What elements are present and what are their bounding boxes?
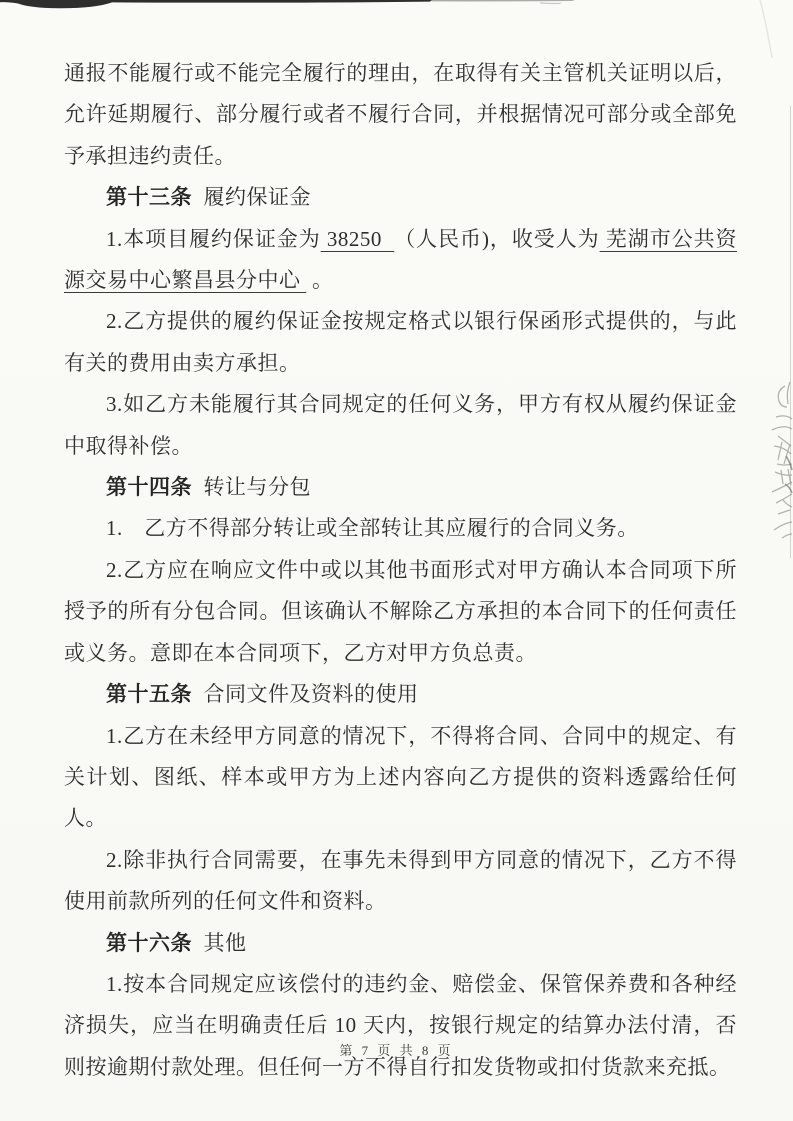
clause-14-title: 转让与分包 [203,475,312,500]
clause-14-item-2: 2.乙方应在响应文件中或以其他书面形式对甲方确认本合同项下所授予的所有分包合同。但该确认不解除乙方承担的本合同下的任何责任或义务。意即在本合同项下，乙方对甲方负总责。 [64,557,737,665]
payee-name-value: 芜湖市公共资源交易中心繁昌县分中心 [64,226,738,293]
clause-16-title: 其他 [203,930,247,955]
clause-15-title: 合同文件及资料的使用 [203,682,419,707]
clause-13-number: 第十三条 [106,185,192,210]
clause-16-item-1: 1.按本合同规定应该偿付的违约金、赔偿金、保管保养费和各种经济损失，应当在明确责任后 10 天内，按银行规定的结算办法付清，否则按逾期付款处理。但任何一方不得自行扣发货物或扣付货款来充抵。 [64,971,737,1079]
clause-13-heading [64,177,737,218]
page-corner-shadow [752,0,776,60]
bond-amount-value: 38250 [320,226,395,251]
clause-15-number: 第十五条 [106,682,192,707]
clause-14-item-1: 1. 乙方不得部分转让或全部转让其应履行的合同义务。 [106,516,639,541]
footer-page-number: 第 7 页 共 8 页 [339,1043,454,1058]
clause-14-heading [64,467,737,508]
carryover-paragraph: 通报不能履行或不能完全履行的理由，在取得有关主管机关证明以后，允许延期履行、部分履行或者不履行合同，并根据情况可部分或全部免予承担违约责任。 [64,61,737,168]
page-edge-line [790,106,791,558]
clause-13-item-2: 2.乙方提供的履约保证金按规定格式以银行保函形式提供的，与此有关的费用由卖方承担。 [64,309,737,375]
clause-13-item-3: 3.如乙方未能履行其合同规定的任何义务，甲方有权从履约保证金中取得补偿。 [64,392,737,458]
clause-13-title: 履约保证金 [203,185,312,210]
clause-15-heading [64,674,737,715]
clause-13-item-1-mid: （人民币)，收受人为 [394,226,600,251]
clause-13-item-1-text: 1.本项目履约保证金为 [106,226,321,251]
scan-edge-artifact-top [0,0,620,12]
clause-15-item-2: 2.除非执行合同需要，在事先未得到甲方同意的情况下，乙方不得使用前款所列的任何文件和资料。 [64,847,737,914]
clause-14-number: 第十四条 [106,475,192,500]
clause-13-item-1 [64,219,737,302]
clause-16-number: 第十六条 [106,930,192,955]
document-body [64,53,737,1088]
clause-13-item-1-end: 。 [306,268,334,293]
clause-16-heading [64,923,737,964]
stamp-artifact [752,372,793,557]
clause-15-item-1: 1.乙方在未经甲方同意的情况下，不得将合同、合同中的规定、有关计划、图纸、样本或甲方为上述内容向乙方提供的资料透露给任何人。 [64,723,737,831]
